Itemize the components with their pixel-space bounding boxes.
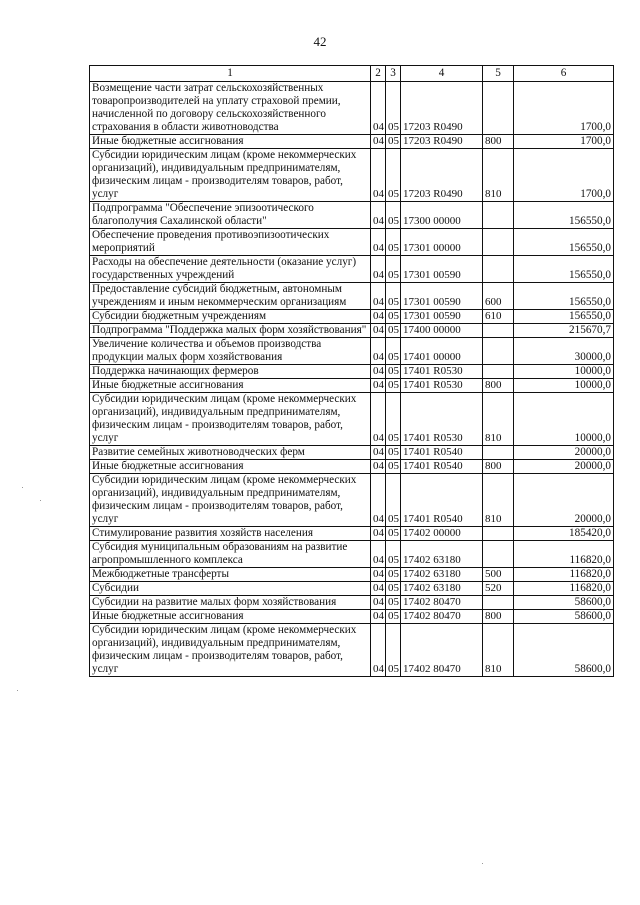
scan-speck xyxy=(17,690,18,691)
row-section: 04 xyxy=(371,379,386,393)
column-header: 1 xyxy=(90,66,371,82)
row-amount: 116820,0 xyxy=(514,541,614,568)
table-row xyxy=(90,338,614,365)
row-target-code: 17402 80470 xyxy=(401,624,483,677)
row-section: 04 xyxy=(371,338,386,365)
row-name: Обеспечение проведения противоэпизоотических мероприятий xyxy=(90,229,371,256)
row-amount: 58600,0 xyxy=(514,596,614,610)
row-section: 04 xyxy=(371,596,386,610)
scan-speck xyxy=(482,863,483,864)
row-target-code: 17301 00590 xyxy=(401,283,483,310)
row-subsection: 05 xyxy=(386,610,401,624)
row-subsection: 05 xyxy=(386,474,401,527)
row-subsection: 05 xyxy=(386,202,401,229)
row-target-code: 17300 00000 xyxy=(401,202,483,229)
row-amount: 58600,0 xyxy=(514,610,614,624)
row-name: Субсидии юридическим лицам (кроме некоммерческих организаций), индивидуальным предпринимателям, физическим лицам - производителям товаров, работ, услуг xyxy=(90,624,371,677)
row-section: 04 xyxy=(371,283,386,310)
row-section: 04 xyxy=(371,624,386,677)
table-row xyxy=(90,202,614,229)
row-name: Предоставление субсидий бюджетным, автономным учреждениям и иным некоммерческим организациям xyxy=(90,283,371,310)
row-name: Подпрограмма "Обеспечение эпизоотического благополучия Сахалинской области" xyxy=(90,202,371,229)
row-section: 04 xyxy=(371,365,386,379)
row-expense-type xyxy=(483,229,514,256)
row-section: 04 xyxy=(371,568,386,582)
row-subsection: 05 xyxy=(386,135,401,149)
row-section: 04 xyxy=(371,310,386,324)
row-expense-type: 810 xyxy=(483,149,514,202)
row-subsection: 05 xyxy=(386,393,401,446)
row-subsection: 05 xyxy=(386,596,401,610)
row-target-code: 17402 63180 xyxy=(401,568,483,582)
row-expense-type: 810 xyxy=(483,474,514,527)
row-target-code: 17203 R0490 xyxy=(401,149,483,202)
row-target-code: 17402 63180 xyxy=(401,582,483,596)
row-section: 04 xyxy=(371,82,386,135)
table-row xyxy=(90,379,614,393)
table-row xyxy=(90,460,614,474)
scan-speck xyxy=(40,500,41,501)
row-section: 04 xyxy=(371,256,386,283)
column-header: 4 xyxy=(401,66,483,82)
row-subsection: 05 xyxy=(386,283,401,310)
row-amount: 1700,0 xyxy=(514,149,614,202)
row-expense-type xyxy=(483,324,514,338)
table-row xyxy=(90,229,614,256)
row-expense-type xyxy=(483,527,514,541)
row-section: 04 xyxy=(371,324,386,338)
row-amount: 20000,0 xyxy=(514,460,614,474)
row-target-code: 17401 R0540 xyxy=(401,474,483,527)
row-expense-type: 800 xyxy=(483,610,514,624)
row-subsection: 05 xyxy=(386,446,401,460)
page-number: 42 xyxy=(313,34,327,49)
column-header: 2 xyxy=(371,66,386,82)
row-target-code: 17402 63180 xyxy=(401,541,483,568)
row-target-code: 17203 R0490 xyxy=(401,82,483,135)
table-row xyxy=(90,135,614,149)
row-target-code: 17301 00000 xyxy=(401,229,483,256)
row-expense-type xyxy=(483,596,514,610)
row-target-code: 17400 00000 xyxy=(401,324,483,338)
row-subsection: 05 xyxy=(386,338,401,365)
row-expense-type xyxy=(483,256,514,283)
row-name: Иные бюджетные ассигнования xyxy=(90,135,371,149)
row-section: 04 xyxy=(371,446,386,460)
row-expense-type xyxy=(483,82,514,135)
row-section: 04 xyxy=(371,460,386,474)
row-subsection: 05 xyxy=(386,365,401,379)
row-subsection: 05 xyxy=(386,82,401,135)
row-subsection: 05 xyxy=(386,460,401,474)
row-name: Стимулирование развития хозяйств населения xyxy=(90,527,371,541)
row-amount: 156550,0 xyxy=(514,229,614,256)
row-section: 04 xyxy=(371,610,386,624)
row-expense-type: 610 xyxy=(483,310,514,324)
table-row xyxy=(90,149,614,202)
table-row xyxy=(90,365,614,379)
table-row xyxy=(90,324,614,338)
row-section: 04 xyxy=(371,135,386,149)
row-subsection: 05 xyxy=(386,568,401,582)
row-amount: 185420,0 xyxy=(514,527,614,541)
row-name: Возмещение части затрат сельскохозяйственных товаропроизводителей на уплату страховой премии, начисленной по договору сельскохозяйственного страхования в области животноводства xyxy=(90,82,371,135)
row-amount: 1700,0 xyxy=(514,82,614,135)
row-expense-type: 800 xyxy=(483,460,514,474)
table-row xyxy=(90,568,614,582)
table-row xyxy=(90,624,614,677)
column-header: 5 xyxy=(483,66,514,82)
row-expense-type: 600 xyxy=(483,283,514,310)
row-amount: 10000,0 xyxy=(514,379,614,393)
row-subsection: 05 xyxy=(386,379,401,393)
row-expense-type: 810 xyxy=(483,624,514,677)
column-header: 6 xyxy=(514,66,614,82)
row-target-code: 17401 R0530 xyxy=(401,393,483,446)
row-section: 04 xyxy=(371,527,386,541)
column-header: 3 xyxy=(386,66,401,82)
row-name: Развитие семейных животноводческих ферм xyxy=(90,446,371,460)
row-amount: 156550,0 xyxy=(514,310,614,324)
row-expense-type: 500 xyxy=(483,568,514,582)
row-name: Субсидии юридическим лицам (кроме некоммерческих организаций), индивидуальным предпринимателям, физическим лицам - производителям товаров, работ, услуг xyxy=(90,474,371,527)
scan-speck xyxy=(22,487,23,488)
row-expense-type xyxy=(483,446,514,460)
row-name: Субсидии xyxy=(90,582,371,596)
row-expense-type: 800 xyxy=(483,379,514,393)
row-target-code: 17401 R0530 xyxy=(401,379,483,393)
row-name: Подпрограмма "Поддержка малых форм хозяйствования" xyxy=(90,324,371,338)
row-expense-type xyxy=(483,338,514,365)
row-section: 04 xyxy=(371,229,386,256)
row-section: 04 xyxy=(371,474,386,527)
row-expense-type: 810 xyxy=(483,393,514,446)
row-expense-type: 800 xyxy=(483,135,514,149)
row-name: Поддержка начинающих фермеров xyxy=(90,365,371,379)
table-row xyxy=(90,474,614,527)
row-target-code: 17301 00590 xyxy=(401,256,483,283)
row-section: 04 xyxy=(371,202,386,229)
table-body xyxy=(90,82,614,677)
row-target-code: 17203 R0490 xyxy=(401,135,483,149)
row-amount: 116820,0 xyxy=(514,582,614,596)
row-subsection: 05 xyxy=(386,310,401,324)
table-row xyxy=(90,256,614,283)
table-row xyxy=(90,82,614,135)
row-amount: 215670,7 xyxy=(514,324,614,338)
table-row xyxy=(90,527,614,541)
row-name: Увеличение количества и объемов производства продукции малых форм хозяйствования xyxy=(90,338,371,365)
row-amount: 10000,0 xyxy=(514,365,614,379)
row-amount: 10000,0 xyxy=(514,393,614,446)
row-amount: 58600,0 xyxy=(514,624,614,677)
row-name: Межбюджетные трансферты xyxy=(90,568,371,582)
row-subsection: 05 xyxy=(386,541,401,568)
row-subsection: 05 xyxy=(386,582,401,596)
row-amount: 156550,0 xyxy=(514,283,614,310)
table-row xyxy=(90,393,614,446)
table-header-row xyxy=(90,66,614,82)
row-amount: 156550,0 xyxy=(514,256,614,283)
row-amount: 116820,0 xyxy=(514,568,614,582)
row-target-code: 17401 R0540 xyxy=(401,446,483,460)
row-amount: 20000,0 xyxy=(514,474,614,527)
row-subsection: 05 xyxy=(386,149,401,202)
row-section: 04 xyxy=(371,541,386,568)
row-expense-type xyxy=(483,202,514,229)
row-amount: 156550,0 xyxy=(514,202,614,229)
row-name: Субсидии юридическим лицам (кроме некоммерческих организаций), индивидуальным предпринимателям, физическим лицам - производителям товаров, работ, услуг xyxy=(90,149,371,202)
row-subsection: 05 xyxy=(386,624,401,677)
row-name: Субсидии юридическим лицам (кроме некоммерческих организаций), индивидуальным предпринимателям, физическим лицам - производителям товаров, работ, услуг xyxy=(90,393,371,446)
row-target-code: 17402 00000 xyxy=(401,527,483,541)
row-subsection: 05 xyxy=(386,229,401,256)
row-name: Иные бюджетные ассигнования xyxy=(90,379,371,393)
row-section: 04 xyxy=(371,582,386,596)
row-amount: 1700,0 xyxy=(514,135,614,149)
table-row xyxy=(90,310,614,324)
row-target-code: 17401 00000 xyxy=(401,338,483,365)
budget-table xyxy=(89,65,614,677)
row-name: Иные бюджетные ассигнования xyxy=(90,610,371,624)
table-row xyxy=(90,596,614,610)
row-expense-type xyxy=(483,541,514,568)
row-target-code: 17402 80470 xyxy=(401,610,483,624)
table-row xyxy=(90,610,614,624)
row-target-code: 17301 00590 xyxy=(401,310,483,324)
row-section: 04 xyxy=(371,149,386,202)
row-name: Субсидии на развитие малых форм хозяйствования xyxy=(90,596,371,610)
row-name: Субсидия муниципальным образованиям на развитие агропромышленного комплекса xyxy=(90,541,371,568)
row-subsection: 05 xyxy=(386,256,401,283)
table-row xyxy=(90,446,614,460)
row-target-code: 17402 80470 xyxy=(401,596,483,610)
table-row xyxy=(90,582,614,596)
row-amount: 20000,0 xyxy=(514,446,614,460)
row-target-code: 17401 R0540 xyxy=(401,460,483,474)
row-name: Расходы на обеспечение деятельности (оказание услуг) государственных учреждений xyxy=(90,256,371,283)
row-target-code: 17401 R0530 xyxy=(401,365,483,379)
table-row xyxy=(90,541,614,568)
row-subsection: 05 xyxy=(386,324,401,338)
row-amount: 30000,0 xyxy=(514,338,614,365)
row-subsection: 05 xyxy=(386,527,401,541)
table-row xyxy=(90,283,614,310)
row-name: Субсидии бюджетным учреждениям xyxy=(90,310,371,324)
row-name: Иные бюджетные ассигнования xyxy=(90,460,371,474)
row-expense-type: 520 xyxy=(483,582,514,596)
row-expense-type xyxy=(483,365,514,379)
row-section: 04 xyxy=(371,393,386,446)
